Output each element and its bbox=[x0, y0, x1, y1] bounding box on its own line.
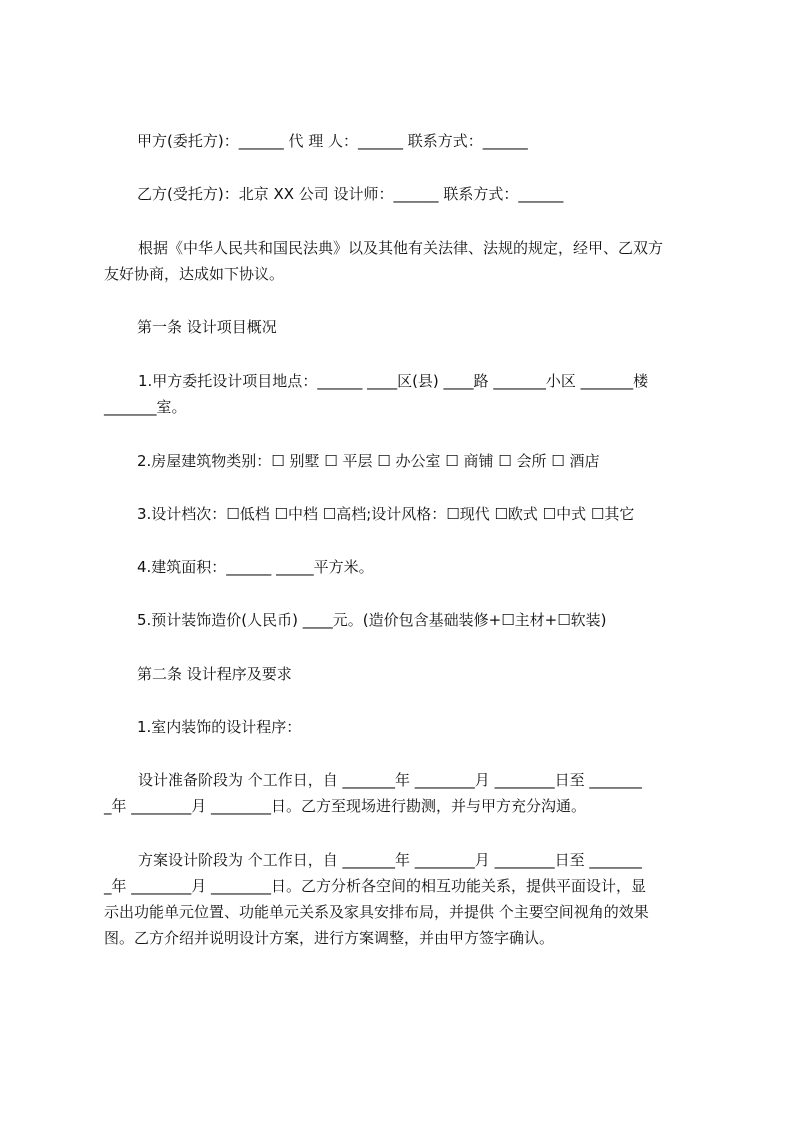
article-1-item-5: 5.预计装饰造价(人民币) ____元。(造价包含基础装修+☐主材+☐软装) bbox=[137, 611, 607, 629]
article-2-item-1: 1.室内装饰的设计程序： bbox=[137, 718, 302, 736]
preamble-line-2: 友好协商，达成如下协议。 bbox=[104, 265, 285, 283]
scheme-stage-line-2: _年 ________月 ________日。乙方分析各空间的相互功能关系，提供平面设计，显 bbox=[104, 877, 647, 895]
party-b-line: 乙方(受托方)：北京 XX 公司 设计师：______ 联系方式：______ bbox=[137, 185, 564, 203]
scheme-stage-line-1: 方案设计阶段为 个工作日，自 _______年 ________月 ________日至 _______ bbox=[138, 851, 642, 869]
scheme-stage-line-4: 图。乙方介绍并说明设计方案，进行方案调整，并由甲方签字确认。 bbox=[104, 929, 555, 947]
article-2-heading: 第二条 设计程序及要求 bbox=[137, 665, 292, 683]
item-1-line-2: _______室。 bbox=[104, 398, 187, 416]
scheme-stage-paragraph bbox=[104, 853, 702, 957]
article-1-heading: 第一条 设计项目概况 bbox=[137, 318, 277, 336]
article-1-item-3: 3.设计档次：☐低档 ☐中档 ☐高档;设计风格：☐现代 ☐欧式 ☐中式 ☐其它 bbox=[137, 505, 635, 523]
prep-stage-line-1: 设计准备阶段为 个工作日，自 _______年 ________月 ________日至 _______ bbox=[138, 771, 642, 789]
preamble-paragraph bbox=[104, 241, 702, 293]
party-a-line: 甲方(委托方)：______ 代 理 人：______ 联系方式：______ bbox=[137, 132, 528, 150]
article-1-item-2: 2.房屋建筑物类别：☐ 别墅 ☐ 平层 ☐ 办公室 ☐ 商铺 ☐ 会所 ☐ 酒店 bbox=[137, 452, 600, 470]
article-1-item-1 bbox=[104, 374, 702, 426]
item-1-line-1: 1.甲方委托设计项目地点：______ ____区(县) ____路 _______小区 _______楼 bbox=[138, 372, 649, 390]
prep-stage-paragraph bbox=[104, 773, 702, 825]
preamble-line-1: 根据《中华人民共和国民法典》以及其他有关法律、法规的规定，经甲、乙双方 bbox=[138, 239, 664, 257]
scheme-stage-line-3: 示出功能单元位置、功能单元关系及家具安排布局，并提供 个主要空间视角的效果 bbox=[104, 903, 649, 921]
article-1-item-4: 4.建筑面积：______ _____平方米。 bbox=[137, 558, 374, 576]
prep-stage-line-2: _年 ________月 ________日。乙方至现场进行勘测，并与甲方充分沟通。 bbox=[104, 797, 587, 815]
